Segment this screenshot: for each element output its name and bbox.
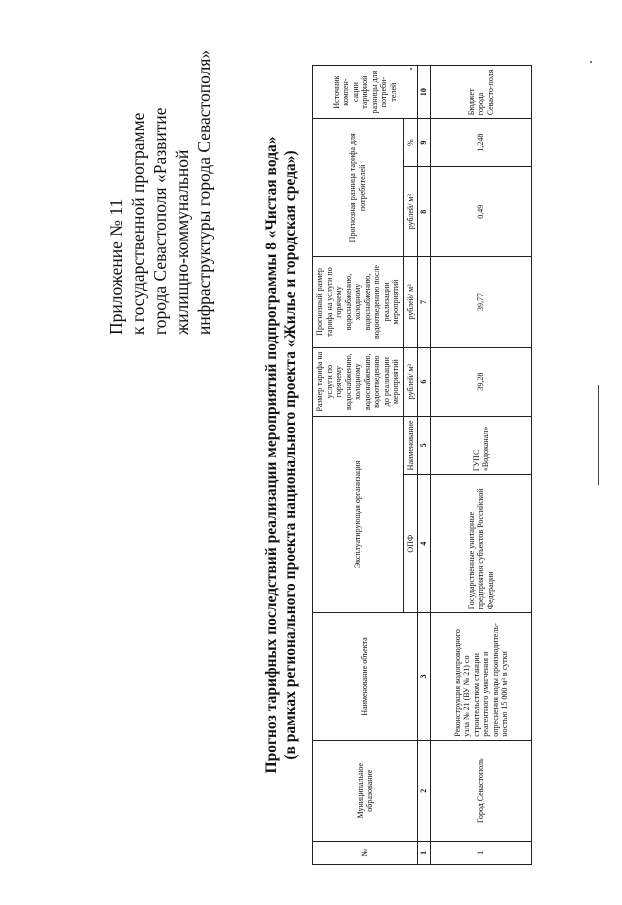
document-title bbox=[262, 25, 300, 885]
header-compensation-source: Источник компен-сации тарифной разницы для потреби-телей bbox=[313, 66, 418, 119]
table-header-row bbox=[313, 66, 404, 865]
col-number: 4 bbox=[418, 475, 431, 613]
header-tariff-diff: Прогнозная разница тарифа для потребителей bbox=[313, 119, 404, 257]
cell-num: 1 bbox=[431, 841, 532, 864]
appendix-line: жилищно-коммунальной bbox=[172, 149, 192, 335]
scan-speck bbox=[590, 61, 592, 63]
header-opf: ОПФ bbox=[403, 475, 418, 613]
header-tariff-before: Размер тарифа на услуги по горячему водоснабжению, холодному водоснабжению, водоотведению до реализации мероприятий bbox=[313, 347, 404, 416]
appendix-line: инфраструктуры города Севастополя» bbox=[194, 49, 214, 335]
col-number: 6 bbox=[418, 347, 431, 416]
scan-speck bbox=[410, 68, 412, 70]
col-number: 7 bbox=[418, 257, 431, 347]
header-operator: Эксплуатирующая организация bbox=[313, 416, 404, 613]
col-number: 5 bbox=[418, 416, 431, 474]
col-number: 3 bbox=[418, 613, 431, 740]
cell-tariff-before: 39,28 bbox=[431, 347, 532, 416]
header-org-name: Наименование bbox=[403, 416, 418, 474]
title-line-2: (в рамках регионального проекта национального проекта «Жилье и городская среда») bbox=[282, 150, 299, 760]
column-number-row bbox=[418, 66, 431, 865]
col-number: 9 bbox=[418, 119, 431, 167]
unit-tariff-before: рублей/ м³ bbox=[403, 347, 418, 416]
col-number: 10 bbox=[418, 66, 431, 119]
table-row bbox=[431, 66, 532, 865]
appendix-header bbox=[105, 45, 215, 335]
cell-municipality: Город Севастополь bbox=[431, 740, 532, 841]
col-number: 1 bbox=[418, 841, 431, 864]
tariff-forecast-table bbox=[312, 65, 532, 865]
cell-diff-pct: 1,248 bbox=[431, 119, 532, 167]
title-line-1: Прогноз тарифных последствий реализации мероприятий подпрограммы 8 «Чистая вода» bbox=[263, 136, 280, 774]
cell-org-name: ГУПС «Водоканал» bbox=[431, 416, 532, 474]
cell-compensation-source: Бюджет города Севасто-поля bbox=[431, 66, 532, 119]
unit-diff-pct: % bbox=[403, 119, 418, 167]
appendix-line: Приложение № 11 bbox=[106, 198, 126, 335]
scan-artifact-line bbox=[598, 385, 599, 485]
unit-tariff-after: рублей/ м³ bbox=[403, 257, 418, 347]
header-object-name: Наименование объекта bbox=[313, 613, 418, 740]
header-tariff-after: Прогнозный размер тарифа на услуги по горячему водоснабжению, холодному водоснабжению, водоотведению после реализации мероприятий bbox=[313, 257, 404, 347]
appendix-line: города Севастополя «Развитие bbox=[150, 107, 170, 335]
appendix-line: к государственной программе bbox=[128, 112, 148, 335]
header-num: № bbox=[313, 841, 418, 864]
header-municipality: Муниципальное образование bbox=[313, 740, 418, 841]
col-number: 2 bbox=[418, 740, 431, 841]
cell-object-name: Реконструкция водопроводного узла № 21 (ВУ № 21) со строительством станции реагентного умягчения и опреснения воды производитель-ностью 15 000 м³ в сутки bbox=[431, 613, 532, 740]
unit-diff-rub: рублей/ м³ bbox=[403, 167, 418, 257]
col-number: 8 bbox=[418, 167, 431, 257]
cell-opf: Государственные унитарные предприятия субъектов Российской Федерации bbox=[431, 475, 532, 613]
cell-diff-rub: 0,49 bbox=[431, 167, 532, 257]
cell-tariff-after: 39,77 bbox=[431, 257, 532, 347]
